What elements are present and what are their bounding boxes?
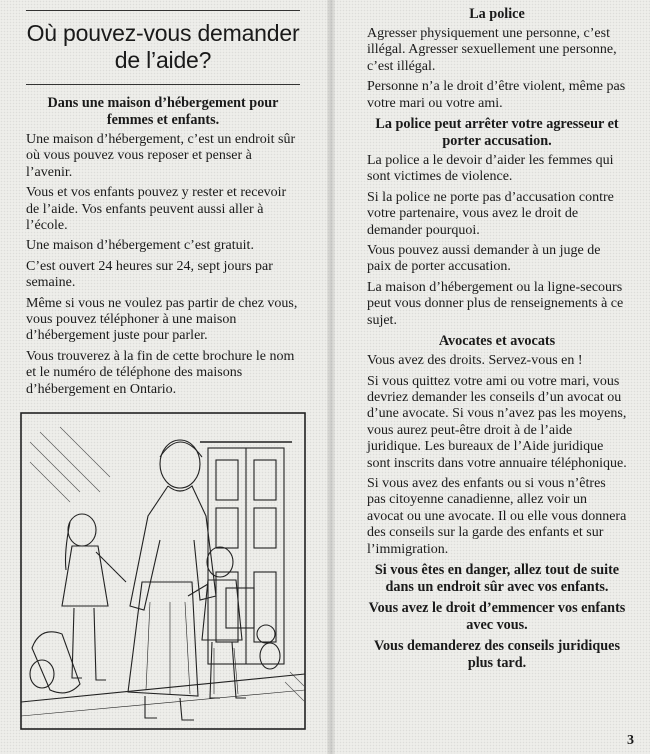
title-line-1: Où pouvez-vous demander [26, 20, 300, 46]
closing-statement: Si vous êtes en danger, allez tout de suite dans un endroit sûr avec vos enfants. [374, 561, 620, 595]
lawyers-paragraph: Vous avez des droits. Servez-vous en ! [367, 353, 583, 369]
title-line-2: de l’aide? [114, 47, 212, 73]
lawyers-paragraph: Si vous quittez votre ami ou votre mari, vous devriez demander les conseils d’un avocat ou d’une avocate. Si vous n’avez pas les moyens, vous aurez peut-être droit à de l’aide juridique. Les bureaux de l’Aide juridique sont inscrits dans votre annuaire téléphonique. [367, 373, 627, 471]
lawyers-heading: Avocates et avocats [438, 333, 556, 350]
lawyers-paragraph: Si vous avez des enfants ou si vous n’êtres pas citoyenne canadienne, allez voir un avocat ou une avocate. Il ou elle vous donnera des conseils sur la garde des enfants et sur l’immigration. [367, 475, 627, 557]
police-heading: La police [469, 6, 525, 22]
shelter-heading: Dans une maison d’hébergement pour femmes et enfants. [47, 95, 279, 128]
shelter-paragraph: Même si vous ne voulez pas partir de chez vous, vous pouvez téléphoner à une maison d’hébergement juste pour parler. [26, 295, 298, 344]
arrest-heading: La police peut arrêter votre agresseur et porter accusation. [375, 116, 619, 150]
left-column [26, 10, 300, 402]
police-paragraph: Personne n’a le droit d’être violent, même pas votre mari ou votre ami. [367, 79, 626, 111]
title-rule-top [26, 10, 300, 11]
page-fold [327, 0, 335, 754]
arrest-paragraph: Si la police ne porte pas d’accusation contre votre partenaire, vous avez le droit de demander pourquoi. [367, 189, 614, 238]
closing-statement: Vous avez le droit d’emmencer vos enfants avec vous. [368, 600, 626, 633]
shelter-paragraph: C’est ouvert 24 heures sur 24, sept jours par semaine. [26, 258, 273, 291]
page-title [26, 20, 300, 74]
page-number: 3 [627, 733, 634, 748]
shelter-paragraph: Vous trouverez à la fin de cette brochure le nom et le numéro de téléphone des maisons d’hébergement en Ontario. [26, 348, 295, 397]
mother-children-illustration [20, 412, 306, 730]
arrest-paragraph: Vous pouvez aussi demander à un juge de paix de porter accusation. [367, 243, 601, 275]
closing-statement: Vous demanderez des conseils juridiques plus tard. [374, 638, 620, 671]
shelter-paragraph: Une maison d’hébergement, c’est un endroit sûr où vous pouvez vous reposer et penser à l’avenir. [26, 132, 296, 180]
title-rule-bottom [26, 84, 300, 85]
arrest-paragraph: La maison d’hébergement ou la ligne-secours peut vous donner plus de renseignements à ce sujet. [367, 279, 624, 328]
right-column [367, 6, 627, 677]
police-paragraph: Agresser physiquement une personne, c’est illégal. Agresser sexuellement une personne, c’est illégal. [367, 26, 617, 74]
shelter-paragraph: Une maison d’hébergement c’est gratuit. [26, 238, 254, 254]
shelter-paragraph: Vous et vos enfants pouvez y rester et recevoir de l’aide. Vos enfants peuvent aussi aller à l’école. [26, 185, 287, 234]
arrest-paragraph: La police a le devoir d’aider les femmes qui sont victimes de violence. [367, 153, 614, 185]
